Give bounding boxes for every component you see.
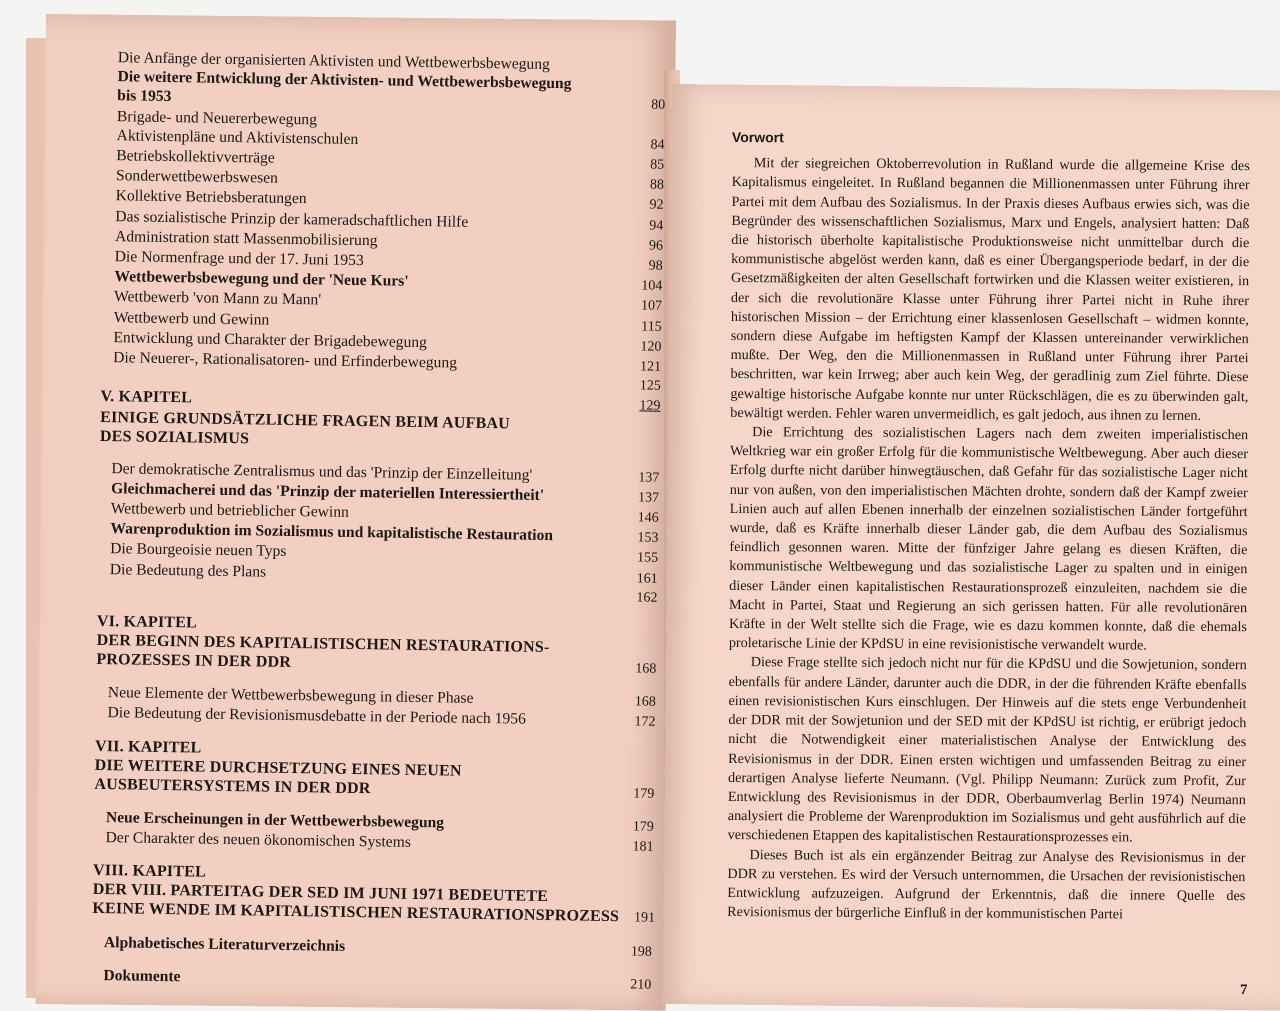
toc-entry-title: Aktivistenpläne und Aktivistenschulen <box>104 126 358 149</box>
toc-entry-page <box>617 902 653 903</box>
toc-entry-page: 168 <box>620 692 656 712</box>
toc-entry-page: 98 <box>626 256 662 276</box>
toc-entry-page: 92 <box>627 196 663 216</box>
toc-entry-page: 115 <box>626 317 662 337</box>
toc-entry-page: 85 <box>628 155 664 175</box>
toc-entry-title: Der Charakter des neuen ökonomischen Systems <box>93 828 411 852</box>
toc-entry-page: 104 <box>626 276 662 296</box>
toc-entry-page: 191 <box>619 908 655 928</box>
toc-entry-title: PROZESSES IN DER DDR <box>96 650 291 672</box>
toc-entry-title: Die Bedeutung des Plans <box>98 560 267 582</box>
toc-entry-title: Die weitere Entwicklung der Aktivisten- und Wettbewerbsbewegung <box>105 67 571 94</box>
toc-entry-page <box>619 778 655 779</box>
toc-entry-page <box>621 653 657 654</box>
foreword-body <box>727 154 1250 925</box>
foreword-paragraph: Dieses Buch ist als ein ergänzender Beitrag zur Analyse des Revisionismus in der DDR zu verstehen. Es wird der Versuch unternommen, die Ursachen der revisionistischen Entwicklung aufzuzeigen. Aufgrund der Erkenntnis, daß die innere Quelle des Revisionismus der bürgerliche Einfluß in der kommunistischen Partei <box>727 846 1245 926</box>
toc-entry-page: 121 <box>625 357 661 377</box>
toc-entry-title: Brigade- und Neuererbewegung <box>105 107 317 130</box>
toc-entry-page: 94 <box>627 216 663 236</box>
toc-entry-page: 179 <box>618 817 654 837</box>
toc-entry-title: bis 1953 <box>105 86 171 106</box>
toc-entry-page <box>617 883 653 884</box>
toc-entry-title: Dokumente <box>91 966 180 987</box>
toc-entry-page: 162 <box>621 588 657 608</box>
toc-entry-page: 137 <box>623 468 659 488</box>
toc-entry-title: Wettbewerb 'von Mann zu Mann' <box>102 287 321 310</box>
table-of-contents <box>91 48 666 995</box>
toc-entry-title: Die Neuerer-, Rationalisatoren- und Erfinderbewegung <box>101 348 457 373</box>
toc-entry-title: Die Bourgeoisie neuen Typs <box>98 539 287 561</box>
toc-entry-page: 137 <box>623 488 659 508</box>
toc-entry-title: Sonderwettbewerbswesen <box>104 166 278 188</box>
toc-entry-page: 161 <box>622 569 658 589</box>
toc-entry-page: 198 <box>616 942 652 962</box>
toc-entry-page: 80 <box>629 96 665 116</box>
toc-entry-page: 129 <box>624 397 660 417</box>
toc-entry-title: Wettbewerbsbewegung und der 'Neue Kurs' <box>102 267 409 291</box>
toc-entry-title: DIE WEITERE DURCHSETZUNG EINES NEUEN <box>95 756 462 781</box>
toc-entry-page: 120 <box>625 337 661 357</box>
toc-entry-page: 153 <box>622 528 658 548</box>
toc-entry-title: Warenproduktion im Sozialismus und kapitalistische Restauration <box>98 519 553 545</box>
toc-entry-page: 96 <box>627 236 663 256</box>
toc-entry-page: 181 <box>617 837 653 857</box>
foreword-paragraph: Die Errichtung des sozialistischen Lagers nach dem zweiten imperialistischen Weltkrieg war ein großer Erfolg für die kommunistische Weltbewegung. Aber auch dieser Erfolg durfte nicht darüber hinwegtäuschen, daß Gefahr für das sozialistische Lager nicht nur von außen, von den imperialistischen Mächten drohte, sondern daß der Kampf zweier Linien auch auf allen Ebenen innerhalb der einzelnen sozialistischen Länder fortgeführt wurde, daß es Kräfte innerhalb dieser Länder gab, die dem Aufbau des Sozialismus feindlich gesonnen waren. Mitte der fünfziger Jahre gelang es diesen Kräften, die kommunistische Weltbewegung und das sozialistische Lager zu spalten und in einigen dieser Länder einen kapitalistischen Restaurationsprozeß einzuleiten, nachdem sie die Macht in Partei, Staat und Regierung an sich gerissen hatten. Für alle revolutionären Kräfte in der Welt stellte sich die Frage, wie es dazu kommen konnte, daß die ehemals proletarische Linie der KPdSU in eine revisionistische verwandelt wurde. <box>729 423 1248 657</box>
toc-entry-page: 168 <box>620 659 656 679</box>
toc-entry-title: Betriebskollektivverträge <box>104 146 275 168</box>
toc-entry-title: V. KAPITEL <box>100 387 192 407</box>
toc-entry-page <box>619 759 655 760</box>
toc-entry-page: 210 <box>615 975 651 995</box>
toc-entry-page: 107 <box>626 297 662 317</box>
toc-entry-title: Die Anfänge der organisierten Aktivisten und Wettbewerbsbewegung <box>106 48 550 74</box>
foreword-paragraph: Diese Frage stellte sich jedoch nicht nur für die KPdSU und die Sowjetunion, sondern ebenfalls für andere Länder, darunter auch die DDR, in der die führenden Kräfte ebenfalls einen revisionistischen Kurs einschlugen. Der Hinweis auf die stets enge Verbundenheit der DDR mit der Sowjetunion und der SED mit der KPdSU ist richtig, er erübrigt jedoch nicht die Notwendigkeit einer materialistischen Analyse der Entwicklung des Revisionismus in der DDR. Einen ersten wichtigen und umfassenden Beitrag zu einer derartigen Analyse lieferte Neumann. (Vgl. Philipp Neumann: Zurück zum Profit, Zur Entwicklung des Revisionismus in der DDR, Oberbaumverlag Berlin 1974) Neumann analysiert die Probleme der Warenproduktion im Sozialismus und geht ausführlich auf die verschiedenen Etappen des kapitalistischen Restaurationsprozesses ein. <box>728 653 1247 848</box>
toc-entry-title: Das sozialistische Prinzip der kameradschaftlichen Hilfe <box>103 207 468 232</box>
toc-entry-title: EINIGE GRUNDSÄTZLICHE FRAGEN BEIM AUFBAU <box>100 408 510 433</box>
toc-entry-title: VIII. KAPITEL <box>93 861 206 882</box>
toc-entry-page: 155 <box>622 549 658 569</box>
toc-entry-page: 84 <box>628 135 664 155</box>
toc-entry-page <box>624 430 660 431</box>
toc-entry-page <box>624 449 660 450</box>
toc-entry-title: KEINE WENDE IM KAPITALISTISCHEN RESTAURATIONSPROZESS <box>92 899 619 926</box>
toc-entry-page: 88 <box>628 175 664 195</box>
toc-entry-title: Gleichmacherei und das 'Prinzip der materiellen Interessiertheit' <box>99 479 544 505</box>
toc-entry-title: DER BEGINN DES KAPITALISTISCHEN RESTAURATIONS- <box>97 631 550 657</box>
foreword-heading: Vorwort <box>732 128 1250 150</box>
toc-entry-title: DER VIII. PARTEITAG DER SED IM JUNI 1971 BEDEUTETE <box>93 880 549 906</box>
toc-entry-page <box>621 634 657 635</box>
toc-entry-page: 146 <box>623 508 659 528</box>
foreword-paragraph: Mit der siegreichen Oktoberrevolution in Rußland wurde die allgemeine Krise des Kapitalismus eingeleitet. In Rußland begannen die Millionenmassen unter Führung ihrer Partei mit dem Aufbau des Sozialismus. In der Praxis dieses Aufbaus erwies sich, was die Begründer des wissenschaftlichen Sozialismus, Marx und Engels, analysiert hatten: Daß die historisch überholte kapitalistische Produktionsweise nicht unmittelbar durch die kommunistische abgelöst werden kann, daß es einer Übergangsperiode bedarf, in der die Gesetzmäßigkeiten der alten Gesellschaft fortwirken und die Klassen weiter existieren, in der sich die revolutionäre Klasse unter Führung ihrer Partei nicht in Ruhe ihrer historischen Mission – der Errichtung einer klassenlosen Gesellschaft – widmen konnte, sondern diese Aufgabe im heftigsten Kampf der Klassen untereinander verwirklichen mußte. Der Weg, den die Millionenmassen in Rußland unter Führung ihrer Partei beschritten, war kein Irrweg; aber auch kein Weg, der geradlinig zum Ziel führte. Diese gewaltige historische Aufgabe konnte nur unter Rückschlägen, die es zu überwinden galt, bewältigt werden. Fehler waren unvermeidlich, es galt jedoch, aus ihnen zu lernen. <box>730 154 1250 426</box>
toc-entry-title: Entwicklung und Charakter der Brigadebewegung <box>101 328 427 352</box>
toc-entry-page <box>629 129 665 130</box>
toc-entry-title: DES SOZIALISMUS <box>100 427 250 448</box>
toc-entry-title: Wettbewerb und betrieblicher Gewinn <box>99 499 349 522</box>
foreword <box>727 128 1250 925</box>
toc-entry-title: VII. KAPITEL <box>95 737 202 758</box>
toc-entry-title: Alphabetisches Literaturverzeichnis <box>92 932 346 955</box>
toc-entry-title: Administration statt Massenmobilisierung <box>103 227 378 251</box>
toc-entry-page: 125 <box>625 376 661 396</box>
toc-entry-title: VI. KAPITEL <box>97 612 197 633</box>
toc-entry-title: Neue Erscheinungen in der Wettbewerbsbewegung <box>94 808 444 833</box>
toc-entry-title: AUSBEUTERSYSTEMS IN DER DDR <box>94 775 370 798</box>
toc-entry-page: 179 <box>618 784 654 804</box>
toc-entry-title: Wettbewerb und Gewinn <box>102 308 270 330</box>
toc-entry-title: Neue Elemente der Wettbewerbsbewegung in dieser Phase <box>96 683 474 708</box>
page-number: 7 <box>1240 982 1248 999</box>
toc-entry-page <box>629 89 665 90</box>
toc-entry-title: Die Bedeutung der Revisionismusdebatte in der Periode nach 1956 <box>95 703 526 729</box>
toc-entry-title: Die Normenfrage und der 17. Juni 1953 <box>103 247 364 270</box>
toc-entry-title: Der demokratische Zentralismus und das 'Prinzip der Einzelleitung' <box>99 459 532 485</box>
toc-entry-page: 172 <box>619 713 655 733</box>
toc-entry-title: Kollektive Betriebsberatungen <box>104 186 307 208</box>
toc-entry-page <box>630 70 666 71</box>
